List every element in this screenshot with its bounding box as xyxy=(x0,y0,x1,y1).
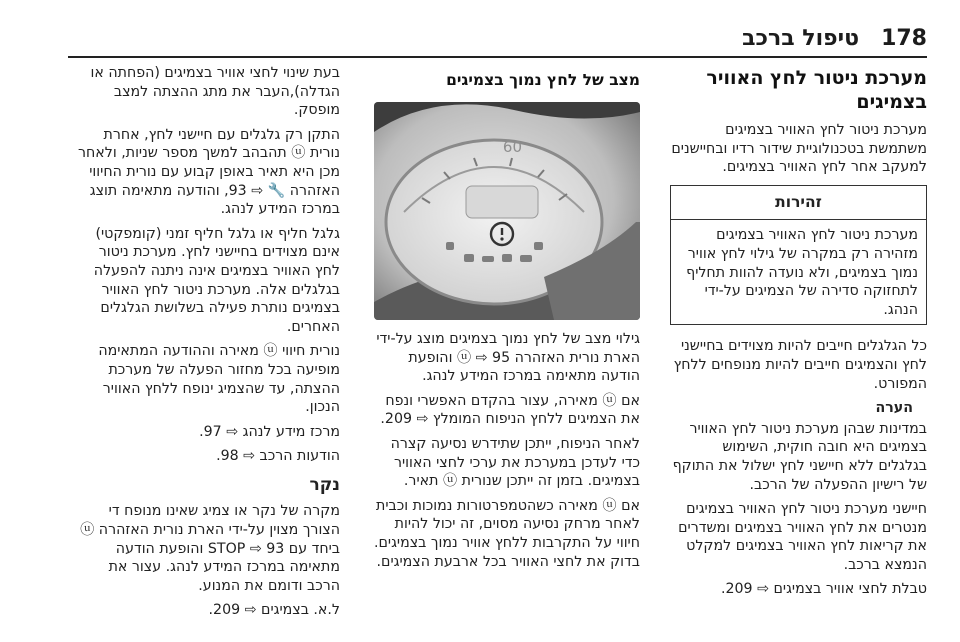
caution-box xyxy=(670,185,927,326)
caution-text: מערכת ניטור לחץ האוויר בצמיגים מזהירה רק במקרה של גילוי לחץ אוויר נמוך בצמיגים, ולא נועדה להוות תחליף לתחזוקה סדירה של הצמיגים על-ידי הנהג. xyxy=(686,227,918,318)
running-title: טיפול ברכב xyxy=(742,26,860,51)
page-number: 178 xyxy=(881,26,927,51)
instrument-cluster-image xyxy=(374,102,640,320)
note-text: במדינות שבהן מערכת ניטור לחץ האוויר בצמיגים היא חובה חוקית, השימוש בגלגלים ללא חיישני לחץ ישלול את התוקף של רישיון ההפעלה של הרכב. xyxy=(672,420,927,493)
paragraph-low-pressure-display: גילוי מצב של לחץ נמוך בצמיגים מוצג על-ידי הארת נורית האזהרה ⓤ ⇨ 95 והופעת הודעה מתאימה במרכז המידע לנהג. xyxy=(376,331,640,385)
instrument-cluster-illustration xyxy=(374,102,640,320)
paragraph-install-sensors: התקן רק גלגלים עם חיישני לחץ, אחרת נורית ⓤ תהבהב למשך מספר שניות, ולאחר מכן היא תאיר באופן קבוע עם נורית החיווי האזהרה 🔧 ⇨ 93, והודעה מתאימה תוצג במרכז המידע לנהג. xyxy=(78,126,340,218)
paragraph-sensor-transmit: חיישני מערכת ניטור לחץ האוויר בצמיגים מנטרים את לחץ האוויר בצמיגים ומשדרים את קריאות לחץ האוויר בצמיגים למקלט הנמצא ברכב. xyxy=(678,501,927,573)
section-title-low-pressure: מצב של לחץ נמוך בצמיגים xyxy=(446,71,640,89)
paragraph-spare-wheel: גלגל חליף או גלגל חליף זמני (קומפקטי) אינם מצוידים בחיישני לחץ. מערכת ניטור לחץ האוויר בצמיגים אינה ניתנה להפעלה בגלגלים אלה. מערכת ניטור לחץ האוויר בצמיגים נותרת פעילה בשלושת הגלגלים האחרים. xyxy=(93,225,340,335)
column-middle xyxy=(370,64,640,577)
tpms-intro: מערכת ניטור לחץ האוויר בצמיגים משתמשת בטכנולוגיית שידור רדיו ובחיישנים למעקב אחר לחץ האוויר בצמיגים. xyxy=(671,122,927,176)
caution-title: זהירות xyxy=(671,186,926,221)
xref-tyre-pressure: ל.א. בצמיגים ⇨ 209. xyxy=(208,602,340,619)
paragraph-puncture: מקרה של נקר או צמיג שאינו מנופח די הצורך מצוין על-ידי הארת נורית האזהרה ⓤ ביחד עם STOP ⇨ 93 והופעת הודעה מתאימה במרכז המידע לנהג. עצור את הרכב ודומם את המנוע. xyxy=(80,503,340,594)
paragraph-stop-inflate: אם ⓤ מאירה, עצור בהקדם האפשרי ונפח את הצמיגים ללחץ הניפוח המומלץ ⇨ 209. xyxy=(380,392,640,428)
note-title: הערה xyxy=(875,400,913,417)
section-title-puncture: נקר xyxy=(309,474,340,495)
paragraph-wheels-sensors: כל הגלגלים חייבים להיות מצוידים בחיישני לחץ והצמיגים חייבים להיות מנופחים ללחץ המפורט. xyxy=(673,338,927,392)
column-right xyxy=(670,64,927,605)
header-divider xyxy=(68,56,927,58)
page-header xyxy=(68,22,927,52)
section-title-tpms: מערכת ניטור לחץ האוויר בצמיגים xyxy=(706,67,927,113)
paragraph-cold-temperature: אם ⓤ מאירה כשהטמפרטורות נמוכות וכבית לאחר מרחק נסיעה מסוים, זה יכול להיות חיווי על התקרבות ללחץ אוויר נמוך בצמיגים. בדוק את לחצי האוויר בכל ארבעת הצמיגים. xyxy=(373,497,640,570)
paragraph-indicator-cycle: נורית חיווי ⓤ מאירה וההודעה המתאימה מופיעה בכל מחזור הפעלה של מערכת ההצתה, עד שהצמיג ינופח ללחץ האוויר הנכון. xyxy=(98,343,340,416)
paragraph-ignition-off: בעת שינוי לחצי אוויר בצמיגים (הפחתה או הגדלה),העבר את מתג ההצתה למצב מופסק. xyxy=(90,65,340,119)
column-left xyxy=(72,64,340,626)
paragraph-after-inflation: לאחר הניפוח, ייתכן שתידרש נסיעה קצרה כדי לעדכן במערכת את ערכי לחצי האוויר בצמיגים. בזמן זה ייתכן שנורית ⓤ תאיר. xyxy=(390,435,640,490)
paragraph-pressure-table-ref: טבלת לחצי אוויר בצמיגים ⇨ 209. xyxy=(720,581,927,598)
xref-driver-info-center: מרכז מידע לנהג ⇨ 97. xyxy=(199,423,340,440)
xref-vehicle-messages: הודעות הרכב ⇨ 98. xyxy=(216,448,340,465)
svg-text:60: 60 xyxy=(502,138,522,156)
